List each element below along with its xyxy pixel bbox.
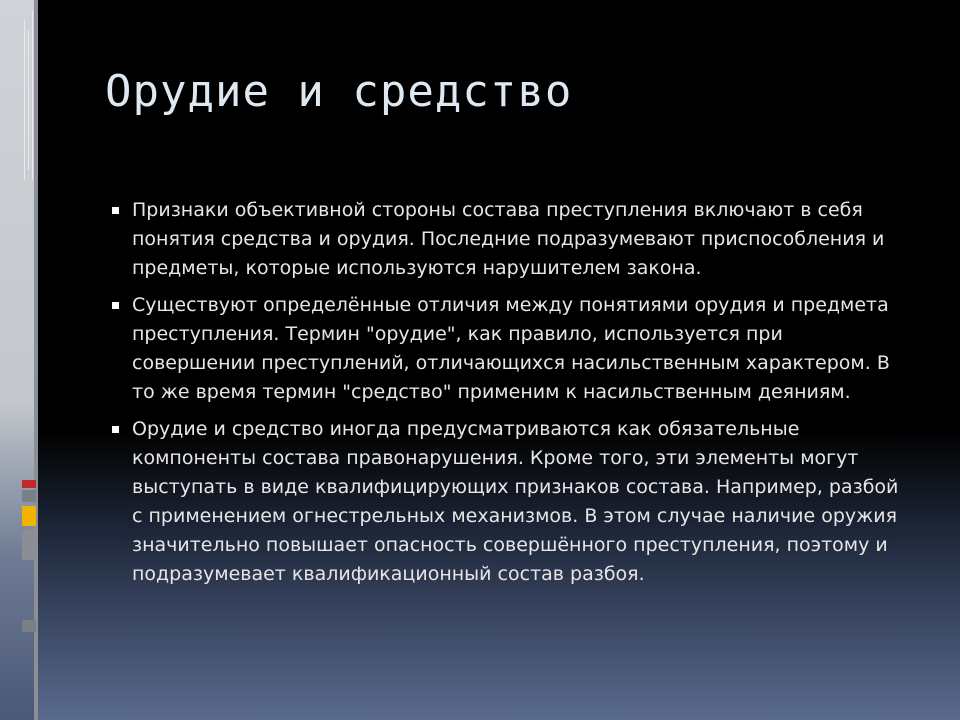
bullet-list (112, 196, 902, 597)
bullet-text: Орудие и средство иногда предусматриваются как обязательные компоненты состава правонарушения. Кроме того, эти элементы могут выступать в виде квалифицирующих признаков состава. Например, разбой с применением огнестрельных механизмов. В этом случае наличие оружия значительно повышает опасность совершённого преступления, поэтому и подразумевает квалификационный состав разбоя. (132, 418, 899, 585)
bullet-text: Признаки объективной стороны состава преступления включают в себя понятия средства и орудия. Последние подразумевают приспособления и предметы, которые используются нарушителем закона. (132, 199, 885, 279)
deco-yellow-stripe (22, 506, 36, 526)
deco-line (28, 30, 29, 170)
slide-title: Орудие и средство (105, 66, 573, 117)
deco-red-stripe (22, 480, 36, 488)
left-decoration (22, 0, 36, 720)
deco-line (32, 10, 33, 180)
bullet-item (112, 291, 902, 407)
deco-line (24, 20, 25, 180)
deco-gray-stripe (22, 620, 36, 632)
square-bullet-icon (112, 207, 119, 214)
bullet-item (112, 415, 902, 589)
square-bullet-icon (112, 302, 119, 309)
deco-gray-stripe (22, 490, 36, 502)
bullet-item (112, 196, 902, 283)
deco-gray-stripe (22, 530, 36, 560)
bullet-text: Существуют определённые отличия между понятиями орудия и предмета преступления. Термин "орудие", как правило, используется при совершении преступлений, отличающихся насильственным характером. В то же время термин "средство" применим к насильственным деяниям. (132, 294, 890, 403)
square-bullet-icon (112, 426, 119, 433)
